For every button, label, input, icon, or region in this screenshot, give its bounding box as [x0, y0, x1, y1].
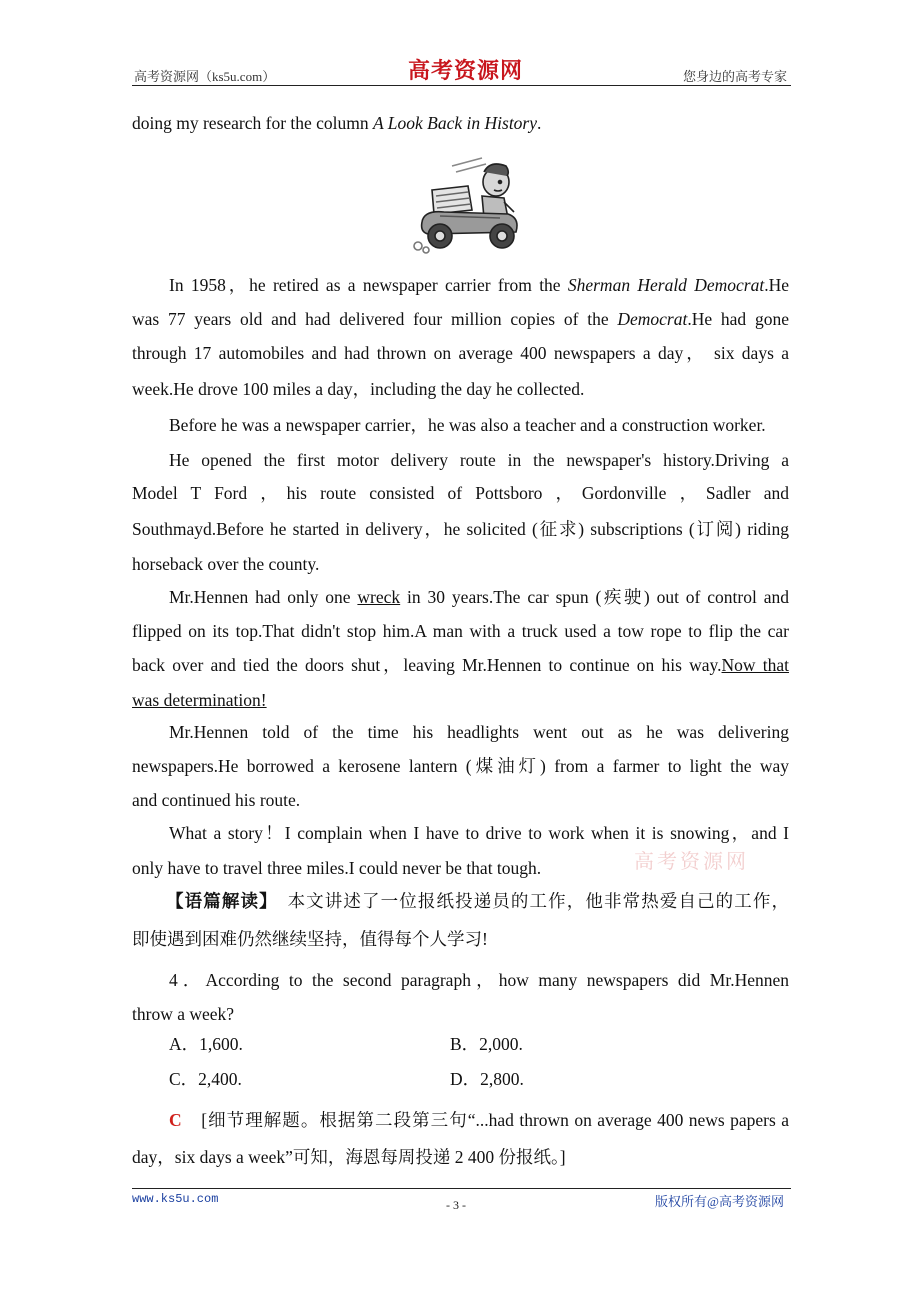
- p2-text: .He: [764, 275, 789, 295]
- header-site-name: 高考资源网（ks5u.com）: [134, 69, 276, 84]
- option-b: B．2,000.: [450, 1034, 523, 1054]
- option-d: D．2,800.: [450, 1069, 524, 1089]
- newspaper-short-name: Democrat: [617, 309, 688, 329]
- p6-line-1: Mr.Hennen told of the time his headlights went out as he was delivering: [169, 722, 789, 742]
- underlined-word-wreck: wreck: [357, 587, 401, 607]
- intro-suffix: .: [537, 113, 542, 133]
- footer-rule: [132, 1188, 791, 1189]
- p2-line-3: through 17 automobiles and had thrown on average 400 newspapers a day， six days a: [132, 343, 789, 363]
- underlined-sentence-end: was determination!: [132, 690, 267, 710]
- p7-line-1: What a story！I complain when I have to drive to work when it is snowing，and I: [169, 823, 789, 843]
- analysis-text: 本文讲述了一位报纸投递员的工作，他非常热爱自己的工作，: [287, 891, 790, 911]
- p5-text: back over and tied the doors shut，leaving Mr.Hennen to continue on his way.: [132, 655, 722, 675]
- paragraph-5: [132, 580, 789, 614]
- question-4-line-1: 4．According to the second paragraph，how many newspapers did Mr.Hennen: [169, 970, 789, 990]
- answer-line-1: [132, 1103, 789, 1137]
- header-logo: 高考资源网: [408, 58, 524, 84]
- question-4-line-2: throw a week?: [132, 1004, 235, 1024]
- footer-copyright: 版权所有@高考资源网: [655, 1194, 784, 1209]
- p4-line-2: Model T Ford ，his route consisted of Pottsboro ，Gordonville ，Sadler and: [132, 483, 789, 503]
- answer-explanation: [细节理解题。根据第二段第三句“...had thrown on average 400 news papers a: [201, 1110, 789, 1130]
- page-number: - 3 -: [446, 1198, 466, 1212]
- column-title: A Look Back in History: [373, 113, 538, 133]
- header-slogan: 您身边的高考专家: [682, 69, 787, 84]
- analysis-label: 【语篇解读】: [166, 891, 269, 911]
- intro-text: doing my research for the column: [132, 113, 374, 133]
- header-rule: [132, 85, 791, 86]
- newspaper-name: Sherman Herald Democrat: [567, 275, 765, 295]
- analysis-line-2: 即使遇到困难仍然继续坚持，值得每个人学习!: [132, 929, 488, 949]
- p2-line-4: week.He drove 100 miles a day，including the day he collected.: [132, 379, 585, 399]
- watermark: 高考资源网: [634, 849, 749, 873]
- paragraph-2: [132, 268, 789, 302]
- p5-text: Mr.Hennen had only one: [169, 587, 358, 607]
- answer-line-2: day，six days a week”可知，海恩每周投递 2 400 份报纸。]: [132, 1147, 566, 1167]
- p6-line-2: newspapers.He borrowed a kerosene lantern (煤油灯) from a farmer to light the way: [132, 756, 789, 776]
- p2-text: .He had gone: [687, 309, 789, 329]
- p5-text: in 30 years.The car spun (疾驶) out of control and: [400, 587, 789, 607]
- intro-line: [132, 106, 789, 140]
- footer-site-url: www.ks5u.com: [132, 1192, 219, 1206]
- option-a: A．1,600.: [169, 1034, 243, 1054]
- page-header: [132, 54, 791, 86]
- paragraph-3: Before he was a newspaper carrier，he was also a teacher and a construction worker.: [169, 415, 766, 435]
- newspaper-carrier-scooter-illustration: [412, 152, 524, 256]
- paragraph-2-cont: [132, 302, 789, 336]
- p4-line-4: horseback over the county.: [132, 554, 320, 574]
- p4-line-3: Southmayd.Before he started in delivery，he solicited (征求) subscriptions (订阅) riding: [132, 519, 789, 539]
- p5-line-3: [132, 648, 789, 682]
- option-c: C．2,400.: [169, 1069, 242, 1089]
- answer-letter: C: [169, 1110, 182, 1130]
- p2-text: In 1958，he retired as a newspaper carrier from the: [169, 275, 568, 295]
- p6-line-3: and continued his route.: [132, 790, 301, 810]
- analysis-line-1: [132, 884, 789, 918]
- underlined-sentence-part: Now that: [721, 655, 789, 675]
- p5-line-2: flipped on its top.That didn't stop him.A man with a truck used a tow rope to flip the car: [132, 621, 789, 641]
- p7-line-2: only have to travel three miles.I could never be that tough.: [132, 858, 542, 878]
- p5-line-4: [132, 683, 789, 717]
- p4-line-1: He opened the first motor delivery route in the newspaper's history.Driving a: [169, 450, 789, 470]
- p2-text: was 77 years old and had delivered four million copies of the: [132, 309, 618, 329]
